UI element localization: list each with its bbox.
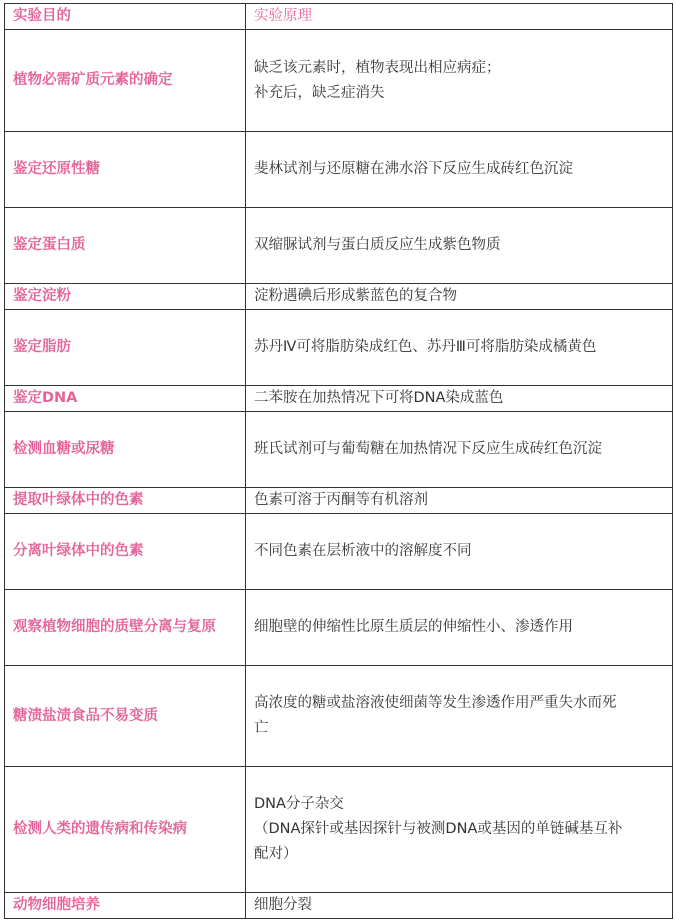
principle-line: 色素可溶于丙酮等有机溶剂 [254,492,428,508]
principle-line: 高浓度的糖或盐溶液使细菌等发生渗透作用严重失水而死 [254,695,617,711]
table-row [5,514,673,590]
row-principle [246,310,673,386]
row-principle [246,514,673,590]
row-purpose: 鉴定DNA [5,386,246,412]
row-principle [246,132,673,208]
principle-line: （DNA探针或基因探针与被测DNA或基因的单链碱基互补 [254,821,623,837]
principle-line: 苏丹Ⅳ可将脂肪染成红色、苏丹Ⅲ可将脂肪染成橘黄色 [254,339,597,355]
table-row [5,386,673,412]
row-purpose: 观察植物细胞的质壁分离与复原 [5,590,246,666]
row-purpose: 提取叶绿体中的色素 [5,488,246,514]
header-purpose: 实验目的 [5,4,246,30]
row-purpose: 鉴定脂肪 [5,310,246,386]
row-purpose: 动物细胞培养 [5,893,246,919]
row-principle [246,208,673,284]
table-row [5,208,673,284]
row-principle [246,666,673,767]
table-row [5,310,673,386]
row-purpose: 鉴定淀粉 [5,284,246,310]
principle-line: 二苯胺在加热情况下可将DNA染成蓝色 [254,390,504,406]
table-row [5,893,673,919]
row-purpose: 检测人类的遗传病和传染病 [5,767,246,893]
row-principle [246,30,673,132]
principle-line: 淀粉遇碘后形成紫蓝色的复合物 [254,288,457,304]
row-purpose: 植物必需矿质元素的确定 [5,30,246,132]
principle-line: DNA分子杂交 [254,796,344,812]
principle-line: 细胞分裂 [254,897,312,913]
table-header-row [5,4,673,30]
principle-line: 细胞壁的伸缩性比原生质层的伸缩性小、渗透作用 [254,619,573,635]
principle-line: 斐林试剂与还原糖在沸水浴下反应生成砖红色沉淀 [254,161,573,177]
principle-line: 配对） [254,846,298,862]
table-row [5,767,673,893]
table-row [5,488,673,514]
row-principle [246,893,673,919]
row-principle [246,412,673,488]
principle-line: 不同色素在层析液中的溶解度不同 [254,543,472,559]
row-principle [246,767,673,893]
row-principle [246,386,673,412]
row-purpose: 检测血糖或尿糖 [5,412,246,488]
row-principle [246,590,673,666]
row-purpose: 分离叶绿体中的色素 [5,514,246,590]
principle-line: 班氏试剂可与葡萄糖在加热情况下反应生成砖红色沉淀 [254,441,602,457]
principle-line: 补充后，缺乏症消失 [254,84,385,101]
header-principle: 实验原理 [246,4,673,30]
table-row [5,666,673,767]
row-principle [246,284,673,310]
experiment-table [4,3,673,919]
principle-line: 亡 [254,720,269,736]
row-purpose: 鉴定还原性糖 [5,132,246,208]
row-principle [246,488,673,514]
table-row [5,412,673,488]
table-row [5,284,673,310]
principle-line: 缺乏该元素时，植物表现出相应病症； [254,59,501,76]
principle-line: 双缩脲试剂与蛋白质反应生成紫色物质 [254,237,501,253]
table-row [5,132,673,208]
row-purpose: 糖渍盐渍食品不易变质 [5,666,246,767]
table-row [5,590,673,666]
table-row [5,30,673,132]
row-purpose: 鉴定蛋白质 [5,208,246,284]
